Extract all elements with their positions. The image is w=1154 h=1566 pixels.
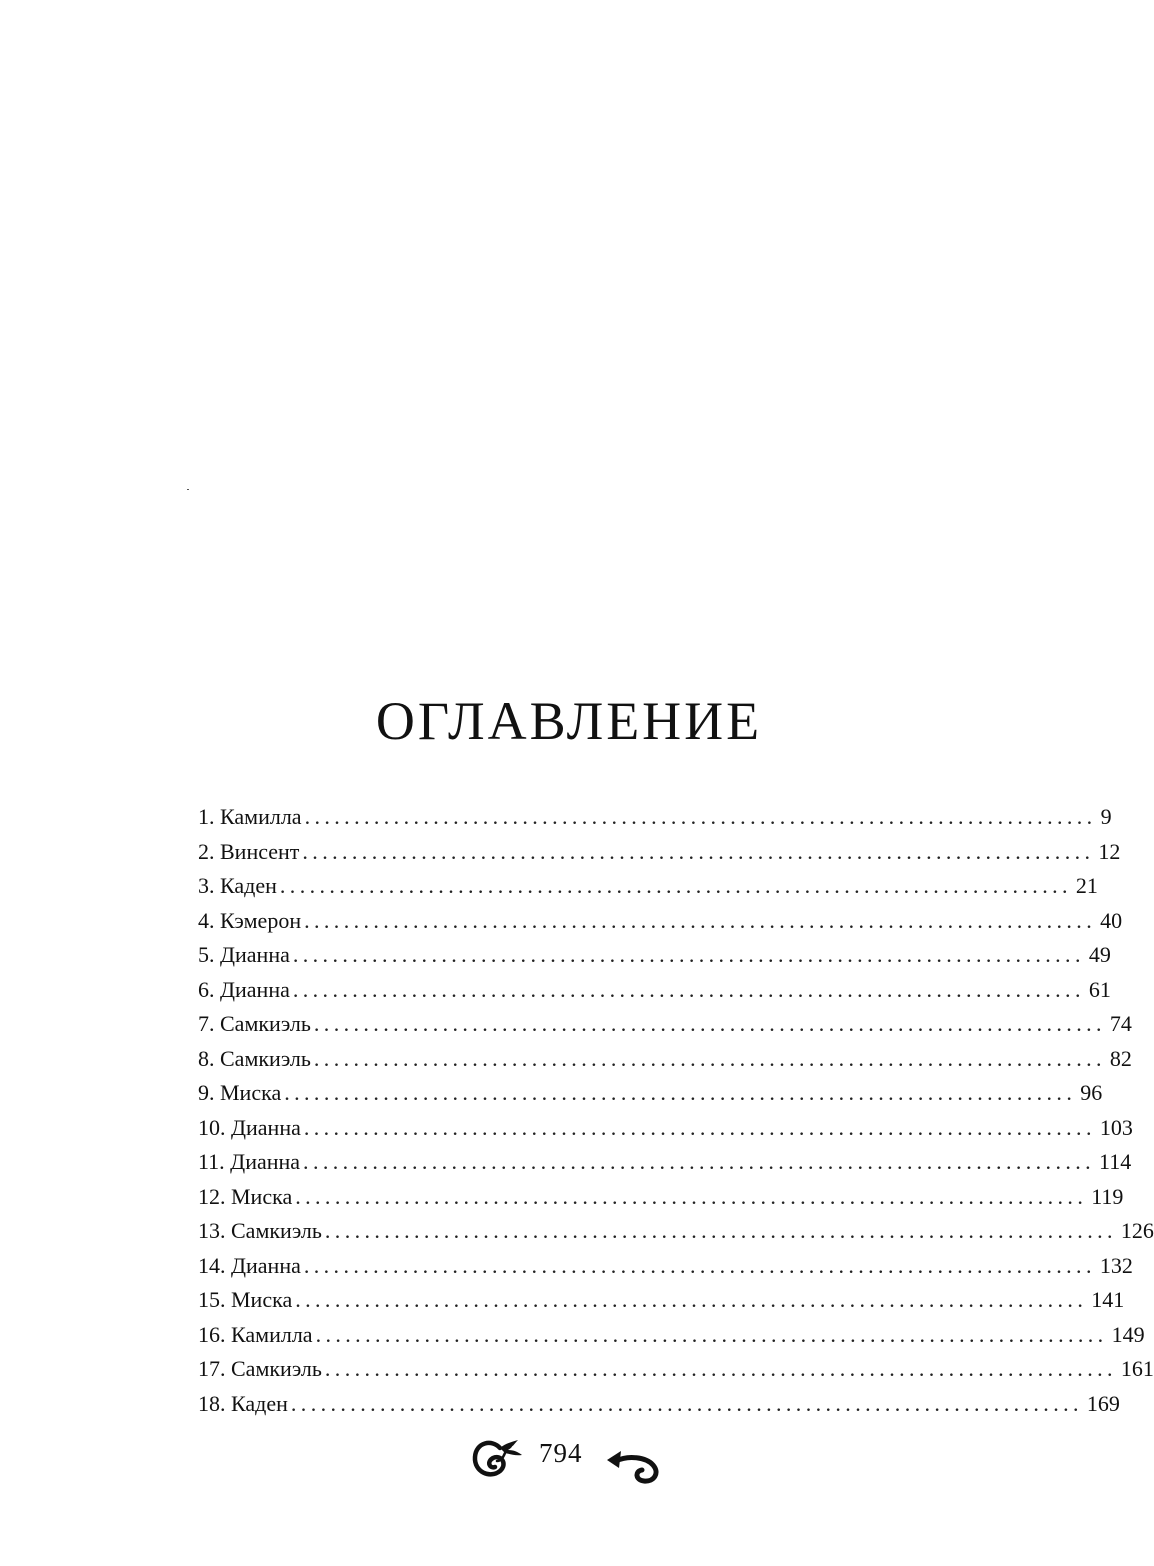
toc-entry (198, 1180, 1124, 1215)
toc-entry-label: 4. Кэмерон (198, 907, 302, 933)
toc-entry (198, 938, 1111, 973)
toc-entry-label: 17. Самкиэль (198, 1356, 322, 1381)
toc-entry-page: 82 (1109, 1045, 1132, 1071)
dot-leader: ................................................................................ (284, 1080, 1077, 1105)
toc-entry-page: 9 (1100, 804, 1112, 829)
toc-entry (198, 1111, 1133, 1146)
toc-entry (198, 869, 1098, 904)
dot-leader: ................................................................................ (302, 838, 1095, 864)
toc-entry-page: 12 (1098, 838, 1121, 864)
dot-leader: ................................................................................ (315, 1321, 1108, 1347)
toc-entry (198, 1283, 1125, 1318)
toc-entry (198, 1387, 1120, 1422)
toc-entry (198, 835, 1121, 870)
toc-entry (198, 1042, 1132, 1077)
dot-leader: ................................................................................ (295, 1287, 1088, 1312)
toc-entry-label: 10. Дианна (198, 1114, 301, 1140)
toc-entry-label: 13. Самкиэль (198, 1218, 322, 1243)
toc-entry-label: 16. Камилла (198, 1321, 313, 1347)
toc-entry-page: 126 (1120, 1218, 1154, 1243)
toc-entry-page: 149 (1111, 1321, 1145, 1347)
toc-entry-label: 5. Дианна (198, 942, 290, 967)
dot-leader: ................................................................................ (295, 1183, 1088, 1209)
toc-entry (198, 1076, 1103, 1111)
toc-entry-label: 3. Каден (198, 873, 277, 898)
page-footer (0, 1432, 1000, 1492)
toc-entry (198, 973, 1111, 1008)
dot-leader: ................................................................................ (292, 976, 1085, 1002)
dot-leader: ................................................................................ (313, 1045, 1106, 1071)
toc-entry-label: 8. Самкиэль (198, 1045, 311, 1071)
toc-entry-page: 96 (1080, 1080, 1103, 1105)
toc-list (198, 800, 1154, 1421)
dot-leader: ................................................................................ (290, 1390, 1083, 1416)
dot-leader: ................................................................................ (279, 873, 1072, 898)
toc-entry-page: 74 (1109, 1011, 1132, 1036)
toc-entry (198, 1352, 1154, 1387)
toc-entry-label: 2. Винсент (198, 838, 300, 864)
dot-leader: ................................................................................ (303, 1149, 1096, 1174)
toc-entry-page: 169 (1086, 1390, 1120, 1416)
dot-leader: ................................................................................ (304, 907, 1097, 933)
toc-entry-label: 12. Миска (198, 1183, 293, 1209)
toc-entry-page: 40 (1100, 907, 1123, 933)
toc-entry-page: 103 (1099, 1114, 1133, 1140)
toc-entry (198, 904, 1123, 939)
toc-entry-page: 119 (1091, 1183, 1124, 1209)
toc-entry (198, 1214, 1154, 1249)
toc-entry-label: 9. Миска (198, 1080, 282, 1105)
toc-entry (198, 800, 1112, 835)
toc-entry-label: 18. Каден (198, 1390, 288, 1416)
page-number: 794 (539, 1438, 583, 1468)
dot-leader: ................................................................................ (292, 942, 1085, 967)
toc-entry-label: 6. Дианна (198, 976, 290, 1002)
toc-entry-page: 161 (1120, 1356, 1154, 1381)
toc-entry-label: 15. Миска (198, 1287, 293, 1312)
toc-entry (198, 1249, 1133, 1284)
toc-entry-label: 1. Камилла (198, 804, 302, 829)
dot-leader: ................................................................................ (324, 1218, 1117, 1243)
toc-entry-page: 61 (1088, 976, 1111, 1002)
toc-entry-page: 132 (1099, 1252, 1133, 1278)
print-speck (187, 489, 189, 490)
toc-entry-label: 7. Самкиэль (198, 1011, 311, 1036)
toc-entry (198, 1145, 1132, 1180)
toc-entry-page: 21 (1075, 873, 1098, 898)
dot-leader: ................................................................................ (313, 1011, 1106, 1036)
toc-entry-page: 114 (1099, 1149, 1132, 1174)
toc-entry (198, 1007, 1132, 1042)
curl-ornament-icon (604, 1444, 662, 1486)
dot-leader: ................................................................................ (304, 804, 1097, 829)
dot-leader: ................................................................................ (303, 1114, 1096, 1140)
toc-heading: ОГЛАВЛЕНИЕ (375, 691, 763, 751)
dot-leader: ................................................................................ (303, 1252, 1096, 1278)
toc-entry-label: 11. Дианна (198, 1149, 301, 1174)
toc-entry-label: 14. Дианна (198, 1252, 301, 1278)
swirl-ornament-icon (470, 1436, 526, 1482)
toc-entry-page: 141 (1091, 1287, 1125, 1312)
dot-leader: ................................................................................ (324, 1356, 1117, 1381)
toc-entry (198, 1318, 1145, 1353)
toc-entry-page: 49 (1088, 942, 1111, 967)
